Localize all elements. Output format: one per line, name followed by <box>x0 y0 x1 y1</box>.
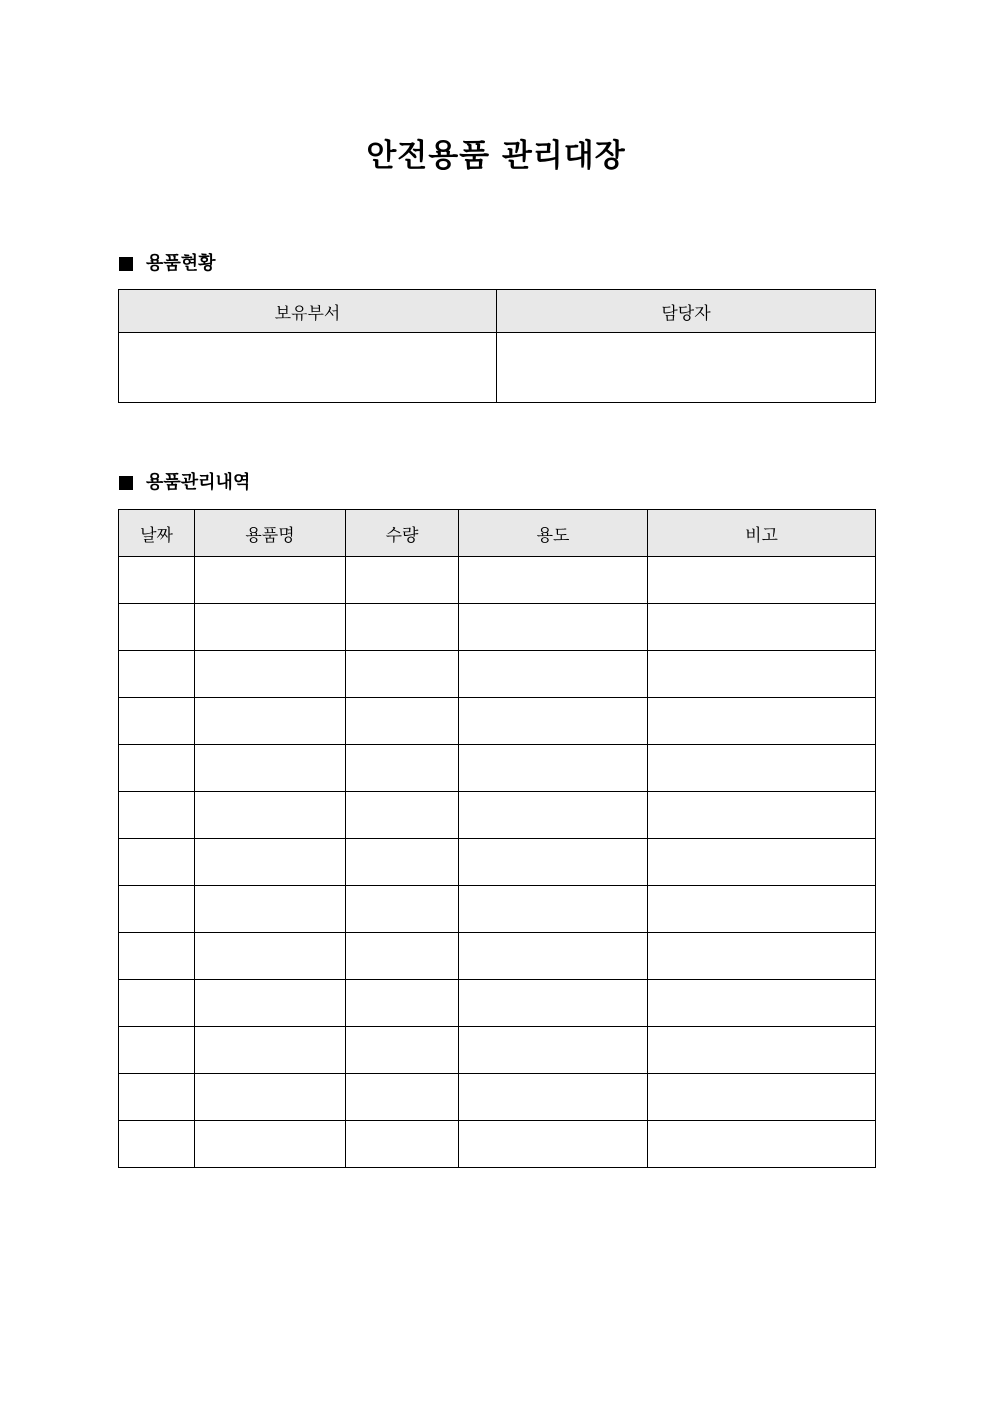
date-cell[interactable] <box>119 651 195 698</box>
purpose-cell[interactable] <box>459 1027 648 1074</box>
remarks-cell[interactable] <box>648 604 876 651</box>
item-name-cell[interactable] <box>195 745 346 792</box>
log-table-body <box>119 557 876 1168</box>
remarks-cell[interactable] <box>648 1121 876 1168</box>
item-name-cell[interactable] <box>195 933 346 980</box>
remarks-cell[interactable] <box>648 698 876 745</box>
quantity-cell[interactable] <box>346 698 459 745</box>
section-heading-label: 용품관리내역 <box>146 472 251 493</box>
purpose-cell[interactable] <box>459 933 648 980</box>
purpose-cell[interactable] <box>459 886 648 933</box>
remarks-cell[interactable] <box>648 1074 876 1121</box>
item-name-cell[interactable] <box>195 1121 346 1168</box>
management-log-table <box>118 509 876 1168</box>
date-cell[interactable] <box>119 557 195 604</box>
table-row <box>119 839 876 886</box>
column-header-item-name: 용품명 <box>195 510 346 557</box>
black-square-icon <box>119 476 133 490</box>
quantity-cell[interactable] <box>346 933 459 980</box>
quantity-cell[interactable] <box>346 980 459 1027</box>
table-header-row <box>119 290 876 333</box>
quantity-cell[interactable] <box>346 1074 459 1121</box>
item-name-cell[interactable] <box>195 792 346 839</box>
remarks-cell[interactable] <box>648 839 876 886</box>
table-row <box>119 604 876 651</box>
table-row <box>119 745 876 792</box>
purpose-cell[interactable] <box>459 698 648 745</box>
quantity-cell[interactable] <box>346 886 459 933</box>
date-cell[interactable] <box>119 604 195 651</box>
date-cell[interactable] <box>119 745 195 792</box>
table-row <box>119 333 876 403</box>
table-row <box>119 792 876 839</box>
remarks-cell[interactable] <box>648 745 876 792</box>
table-row <box>119 557 876 604</box>
department-cell[interactable] <box>119 333 497 403</box>
page-title: 안전용품 관리대장 <box>366 138 626 174</box>
quantity-cell[interactable] <box>346 557 459 604</box>
quantity-cell[interactable] <box>346 745 459 792</box>
date-cell[interactable] <box>119 1074 195 1121</box>
remarks-cell[interactable] <box>648 792 876 839</box>
item-name-cell[interactable] <box>195 604 346 651</box>
purpose-cell[interactable] <box>459 980 648 1027</box>
item-name-cell[interactable] <box>195 980 346 1027</box>
date-cell[interactable] <box>119 698 195 745</box>
table-row <box>119 980 876 1027</box>
date-cell[interactable] <box>119 886 195 933</box>
quantity-cell[interactable] <box>346 1027 459 1074</box>
purpose-cell[interactable] <box>459 745 648 792</box>
column-header-department: 보유부서 <box>119 290 497 333</box>
manager-cell[interactable] <box>497 333 876 403</box>
table-row <box>119 698 876 745</box>
date-cell[interactable] <box>119 792 195 839</box>
item-name-cell[interactable] <box>195 557 346 604</box>
purpose-cell[interactable] <box>459 792 648 839</box>
date-cell[interactable] <box>119 1027 195 1074</box>
purpose-cell[interactable] <box>459 1121 648 1168</box>
quantity-cell[interactable] <box>346 1121 459 1168</box>
remarks-cell[interactable] <box>648 557 876 604</box>
remarks-cell[interactable] <box>648 933 876 980</box>
item-name-cell[interactable] <box>195 651 346 698</box>
table-row <box>119 1074 876 1121</box>
table-row <box>119 651 876 698</box>
section-heading-label: 용품현황 <box>146 253 216 274</box>
item-name-cell[interactable] <box>195 1074 346 1121</box>
item-name-cell[interactable] <box>195 886 346 933</box>
date-cell[interactable] <box>119 839 195 886</box>
remarks-cell[interactable] <box>648 651 876 698</box>
quantity-cell[interactable] <box>346 792 459 839</box>
column-header-manager: 담당자 <box>497 290 876 333</box>
quantity-cell[interactable] <box>346 839 459 886</box>
remarks-cell[interactable] <box>648 980 876 1027</box>
date-cell[interactable] <box>119 980 195 1027</box>
date-cell[interactable] <box>119 933 195 980</box>
table-row <box>119 886 876 933</box>
table-row <box>119 933 876 980</box>
column-header-remarks: 비고 <box>648 510 876 557</box>
table-header-row <box>119 510 876 557</box>
remarks-cell[interactable] <box>648 886 876 933</box>
section-heading-log <box>119 470 250 496</box>
section-heading-status <box>119 251 216 277</box>
black-square-icon <box>119 257 133 271</box>
purpose-cell[interactable] <box>459 1074 648 1121</box>
status-table <box>118 289 876 403</box>
item-name-cell[interactable] <box>195 1027 346 1074</box>
purpose-cell[interactable] <box>459 604 648 651</box>
quantity-cell[interactable] <box>346 604 459 651</box>
purpose-cell[interactable] <box>459 839 648 886</box>
item-name-cell[interactable] <box>195 698 346 745</box>
purpose-cell[interactable] <box>459 557 648 604</box>
table-row <box>119 1121 876 1168</box>
remarks-cell[interactable] <box>648 1027 876 1074</box>
column-header-purpose: 용도 <box>459 510 648 557</box>
purpose-cell[interactable] <box>459 651 648 698</box>
column-header-quantity: 수량 <box>346 510 459 557</box>
table-row <box>119 1027 876 1074</box>
item-name-cell[interactable] <box>195 839 346 886</box>
column-header-date: 날짜 <box>119 510 195 557</box>
date-cell[interactable] <box>119 1121 195 1168</box>
quantity-cell[interactable] <box>346 651 459 698</box>
